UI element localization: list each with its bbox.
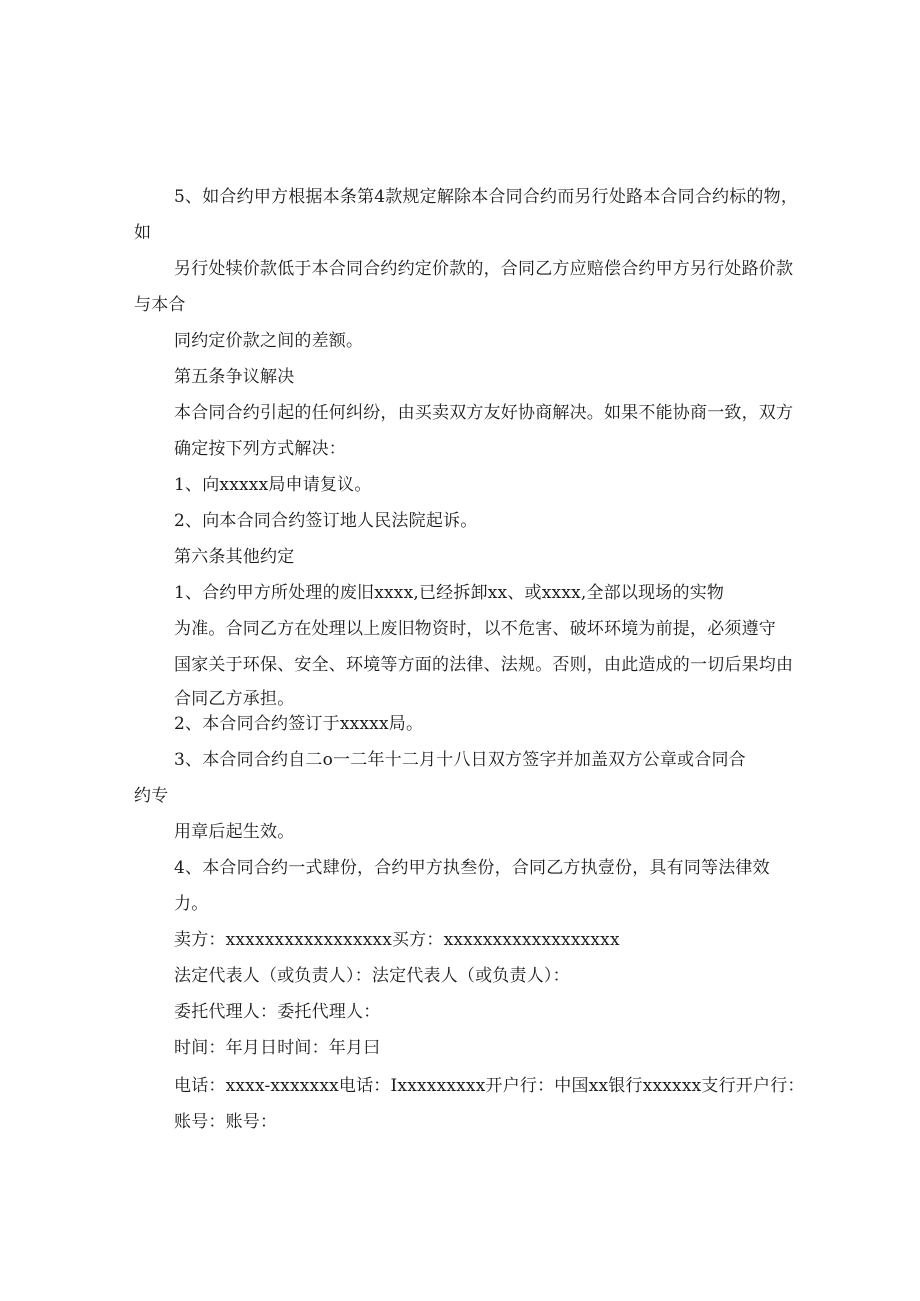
other-item-1-line-1: 1、合约甲方所处理的废旧xxxx,已经拆卸xx、或xxxx,全部以现场的实物 — [174, 583, 725, 603]
other-item-4-line-2: 力。 — [174, 894, 209, 914]
dispute-item-1: 1、向xxxxx局申请复议。 — [174, 475, 372, 495]
other-item-1-line-3: 国家关于环保、安全、环境等方面的法律、法规。否则，由此造成的一切后果均由 — [174, 655, 794, 675]
signature-account: 账号：账号： — [174, 1112, 278, 1132]
signature-agent: 委托代理人：委托代理人： — [174, 1002, 381, 1022]
signature-phone-bank: 电话：xxxx-xxxxxxx电话：Ixxxxxxxxx开户行：中国xx银行xxxxxx支行开户行： — [174, 1076, 805, 1096]
section-heading-other: 第六条其他约定 — [174, 547, 295, 567]
section-heading-dispute: 第五条争议解决 — [174, 367, 295, 387]
signature-date: 时间：年月日时间：年月曰 — [174, 1038, 381, 1058]
other-item-3-line-3: 用章后起生效。 — [174, 822, 295, 842]
signature-parties: 卖方：xxxxxxxxxxxxxxxxx买方：xxxxxxxxxxxxxxxxxx — [174, 930, 620, 950]
dispute-paragraph-line-2: 确定按下列方式解决： — [174, 439, 346, 459]
clause-5-line-3: 另行处犊价款低于本合同合约约定价款的，合同乙方应赔偿合约甲方另行处路价款 — [174, 259, 794, 279]
clause-5-line-2: 如 — [134, 223, 152, 243]
dispute-paragraph-line-1: 本合同合约引起的任何纠纷，由买卖双方友好协商解决。如果不能协商一致，双方 — [174, 403, 794, 423]
clause-5-line-1: 5、如合约甲方根据本条第4款规定解除本合同合约而另行处路本合同合约标的物， — [174, 187, 799, 207]
other-item-2: 2、本合同合约签订于xxxxx局。 — [174, 714, 424, 734]
dispute-item-2: 2、向本合同合约签订地人民法院起诉。 — [174, 511, 478, 531]
signature-legal-representative: 法定代表人（或负责人）：法定代表人（或负责人）： — [174, 966, 570, 986]
other-item-4-line-1: 4、本合同合约一式肆份，合约甲方执叁份，合同乙方执壹份，具有同等法律效 — [174, 858, 770, 878]
other-item-3-line-1: 3、本合同合约自二o一二年十二月十八日双方签字并加盖双方公章或合同合 — [174, 750, 746, 770]
clause-5-line-4: 与本合 — [134, 295, 186, 315]
other-item-1-line-4: 合同乙方承担。 — [174, 689, 295, 709]
other-item-1-line-2: 为准。合同乙方在处理以上废旧物资时，以不危害、破坏环境为前提，必须遵守 — [174, 619, 776, 639]
other-item-3-line-2: 约专 — [134, 786, 169, 806]
clause-5-line-5: 同约定价款之间的差额。 — [174, 331, 364, 351]
